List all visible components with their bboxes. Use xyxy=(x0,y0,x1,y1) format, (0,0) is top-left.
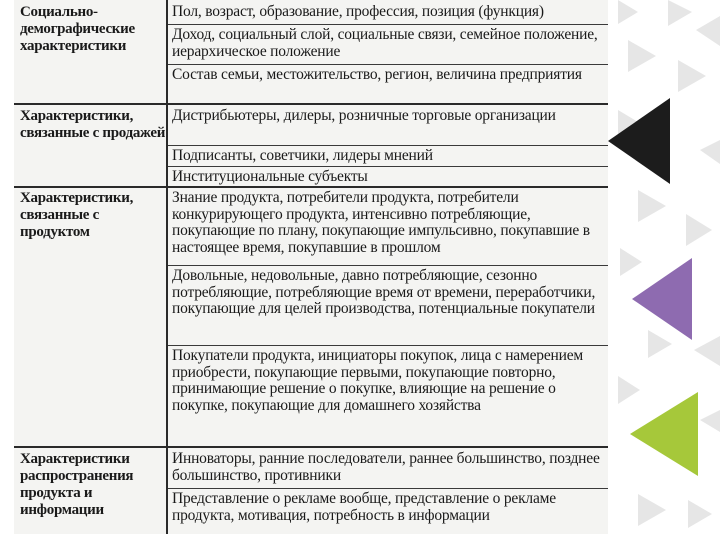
category-sociodemographic: Социально-демографические характеристики xyxy=(20,4,135,54)
group-divider xyxy=(14,186,608,188)
group-divider xyxy=(14,446,608,448)
category-sales: Характеристики, связанные с продажей xyxy=(20,108,166,141)
table-cell: Довольные, недовольные, давно потребляющие, сезонно потребляющие, потребляющие время от времени, переработчики, покупающие для целей производства, потенциальные покупатели xyxy=(172,267,596,317)
triangle-decoration xyxy=(678,60,706,92)
row-divider xyxy=(168,488,608,489)
table-cell: Знание продукта, потребители продукта, потребители конкурирующего продукта, интенсивно потребляющие, покупающие по плану, покупающие импульсивно, покупавшие в настоящее время, покупавшие в прошлом xyxy=(172,189,590,256)
triangle-decoration xyxy=(638,494,666,526)
table-cell: Представление о рекламе вообще, представление о рекламе продукта, мотивация, потребность в информации xyxy=(172,490,556,524)
table-cell: Подписанты, советчики, лидеры мнений xyxy=(172,147,433,164)
decorative-triangles xyxy=(608,0,720,540)
triangle-decoration xyxy=(686,214,712,246)
row-divider xyxy=(168,64,608,65)
green-triangle xyxy=(630,392,698,476)
triangle-decoration xyxy=(694,336,720,366)
row-divider xyxy=(168,145,608,146)
row-divider xyxy=(168,345,608,346)
triangle-decoration xyxy=(700,140,720,164)
black-triangle xyxy=(608,98,670,184)
triangle-decoration xyxy=(618,0,638,24)
triangle-decoration xyxy=(620,248,642,276)
purple-triangle xyxy=(632,258,692,340)
triangle-decoration xyxy=(668,0,692,26)
triangle-decoration xyxy=(688,500,712,528)
triangle-decoration xyxy=(648,330,672,358)
triangle-decoration xyxy=(638,190,666,222)
triangle-decoration xyxy=(700,410,720,432)
table-cell: Институциональные субъекты xyxy=(172,168,368,185)
table-cell: Пол, возраст, образование, профессия, позиция (функция) xyxy=(172,3,544,20)
table-cell: Состав семьи, местожительство, регион, величина предприятия xyxy=(172,66,582,83)
row-divider xyxy=(168,166,608,167)
table-cell: Покупатели продукта, инициаторы покупок, лица с намерением приобрести, покупающие первыми, покупающие повторно, принимающие решение о покупке, влияющие на решение о покупке, покупающие для домашнего хозяйства xyxy=(172,347,583,414)
triangle-decoration xyxy=(628,40,656,72)
column-divider xyxy=(166,0,168,534)
triangle-decoration xyxy=(696,16,720,46)
group-divider xyxy=(14,103,608,105)
table-cell: Доход, социальный слой, социальные связи, семейное положение, иерархическое положение xyxy=(172,26,598,60)
triangle-decoration xyxy=(618,376,640,404)
table-cell: Дистрибьютеры, дилеры, розничные торговые организации xyxy=(172,107,556,124)
category-product: Характеристики, связанные с продуктом xyxy=(20,190,134,240)
row-divider xyxy=(168,24,608,25)
category-distribution: Характеристики распространения продукта и информации xyxy=(20,451,134,518)
row-divider xyxy=(168,265,608,266)
segmentation-table xyxy=(14,0,608,534)
table-cell: Инноваторы, ранние последователи, раннее большинство, позднее большинство, противники xyxy=(172,450,600,484)
